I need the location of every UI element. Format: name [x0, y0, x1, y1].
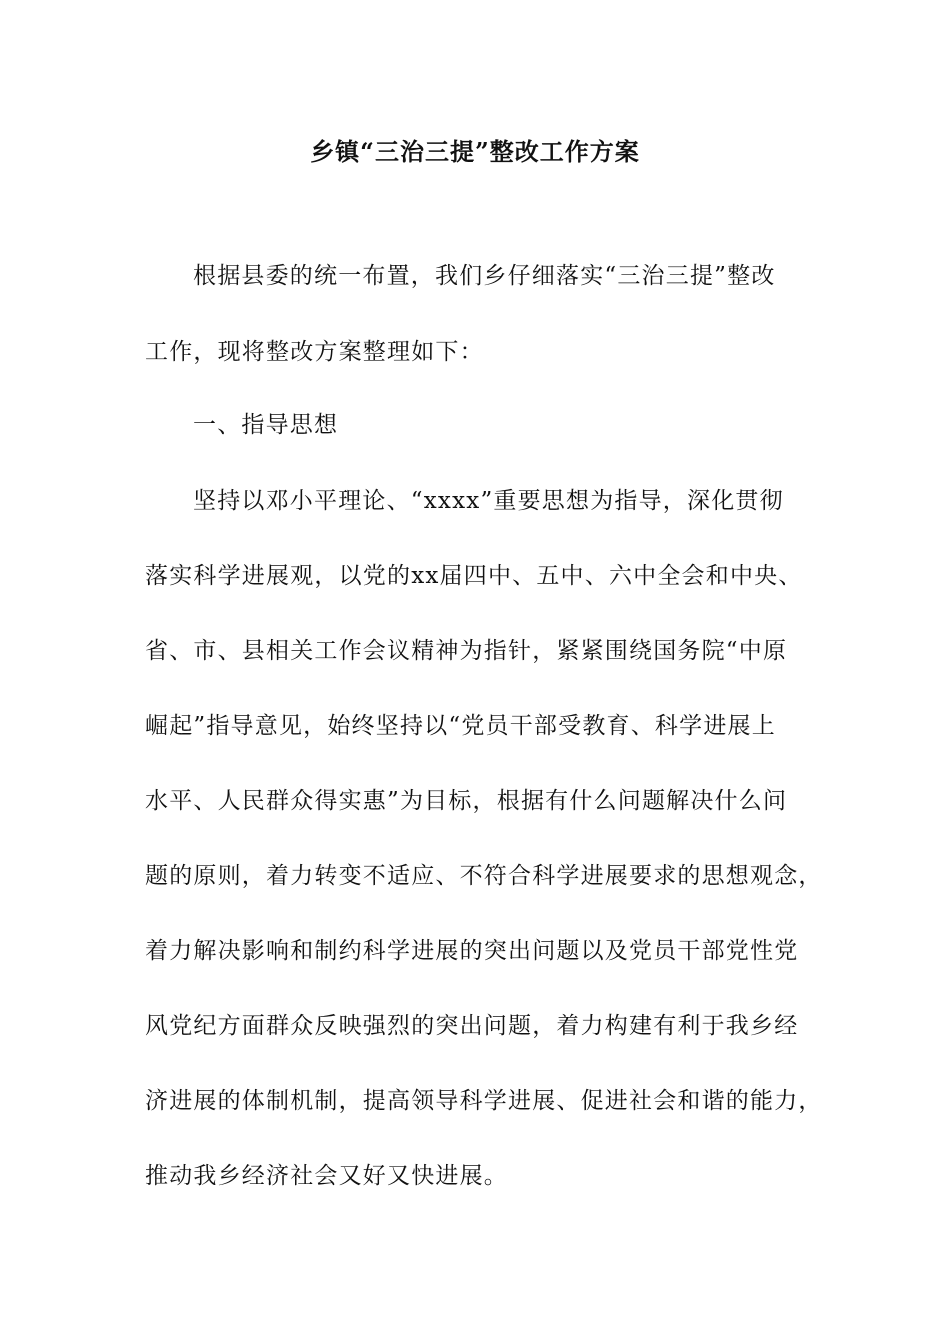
paragraph-line: 根据县委的统一布置，我们乡仔细落实“三治三提”整改: [193, 263, 776, 289]
paragraph-line: 坚持以邓小平理论、“xxxx”重要思想为指导，深化贯彻: [193, 488, 784, 514]
paragraph-line: 题的原则，着力转变不适应、不符合科学进展要求的思想观念，: [145, 863, 823, 889]
paragraph-line: 着力解决影响和制约科学进展的突出问题以及党员干部党性党: [145, 938, 799, 964]
paragraph-line: 省、市、县相关工作会议精神为指针，紧紧围绕国务院“中原: [145, 638, 788, 664]
paragraph-line: 工作，现将整改方案整理如下：: [145, 339, 484, 365]
document-title: 乡镇“三治三提”整改工作方案: [310, 137, 640, 166]
paragraph-line: 水平、人民群众得实惠”为目标，根据有什么问题解决什么问: [145, 788, 788, 814]
section-heading: 一、指导思想: [193, 412, 339, 438]
paragraph-line: 落实科学进展观，以党的xx届四中、五中、六中全会和中央、: [145, 563, 803, 589]
paragraph-line: 风党纪方面群众反映强烈的突出问题，着力构建有利于我乡经: [145, 1013, 799, 1039]
paragraph-line: 济进展的体制机制，提高领导科学进展、促进社会和谐的能力，: [145, 1088, 823, 1114]
paragraph-line: 推动我乡经济社会又好又快进展。: [145, 1163, 508, 1189]
paragraph-line: 崛起”指导意见，始终坚持以“党员干部受教育、科学进展上: [145, 713, 776, 739]
